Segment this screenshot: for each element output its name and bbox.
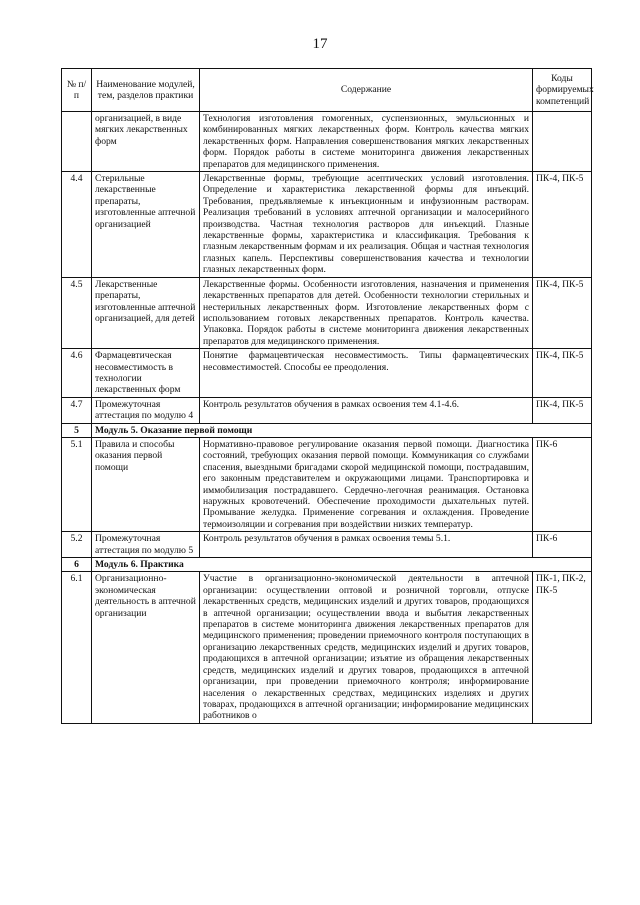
row-content: Лекарственные формы. Особенности изготовления, назначения и применения лекарственных препаратов для детей. Особенности технологии стерильных и нестерильных лекарственных форм. Изготовление лекарственных форм с использованием готовых лекарственных препаратов. Контроль качества. Упаковка. Порядок работы в системе мониторинга движения лекарственных препаратов для медицинского применения. [200,277,533,348]
row-codes: ПК-1, ПК-2, ПК-5 [533,572,592,723]
module-row [62,558,592,572]
row-name: Лекарственные препараты, изготовленные аптечной организацией, для детей [92,277,200,348]
row-num: 4.7 [62,397,92,423]
row-num: 4.6 [62,349,92,398]
page-number: 17 [312,36,328,52]
row-name: Правила и способы оказания первой помощи [92,437,200,531]
module-num: 6 [62,558,92,572]
row-content: Контроль результатов обучения в рамках освоения темы 5.1. [200,532,533,558]
table-row [62,349,592,398]
module-row [62,423,592,437]
header-codes: Коды формируемых компетенций [533,69,592,112]
row-codes [533,112,592,172]
row-content: Контроль результатов обучения в рамках освоения тем 4.1-4.6. [200,397,533,423]
row-content: Лекарственные формы, требующие асептических условий изготовления. Определение и характеристика лекарственной формы для инъекций. Требования, предъявляемые к инъекционным и инфузионным растворам. Реализация требований в условиях аптечной организации и малосерийного производства. Частная технология растворов для инъекций. Глазные лекарственные формы, характеристика и классификация. Требования к глазным лекарственным формам и их реализация. Общая и частная технология глазных капель. Перспективы совершенствования качества и технологии глазных лекарственных форм. [200,172,533,278]
table-row [62,277,592,348]
row-name: Фармацевтическая несовместимость в технологии лекарственных форм [92,349,200,398]
row-content: Понятие фармацевтическая несовместимость. Типы фармацевтических несовместимостей. Способы ее преодоления. [200,349,533,398]
table-header-row [62,69,592,112]
row-num: 6.1 [62,572,92,723]
row-num [62,112,92,172]
table-body [62,112,592,724]
row-num: 5.1 [62,437,92,531]
row-name: организацией, в виде мягких лекарственных форм [92,112,200,172]
row-name: Промежуточная аттестация по модулю 5 [92,532,200,558]
row-content: Технология изготовления гомогенных, суспензионных, эмульсионных и комбинированных мягких лекарственных форм. Контроль качества мягких лекарственных форм. Направления совершенствования мягких лекарственных форм. Порядок работы в системе мониторинга движения лекарственных препаратов для медицинского применения. [200,112,533,172]
row-content: Нормативно-правовое регулирование оказания первой помощи. Диагностика состояний, требующих оказания первой помощи. Коммуникация со службами спасения, выездными бригадами скорой медицинской помощи, пострадавшим, его законным представителем и окружающими лицами. Транспортировка и иммобилизация пострадавшего. Сердечно-легочная реанимация. Остановка наружных кровотечений. Обеспечение проходимости дыхательных путей. Промывание желудка. Применение согревания и охлаждения. Проведение термоизоляции и согревания при воздействии низких температур. [200,437,533,531]
row-codes: ПК-4, ПК-5 [533,277,592,348]
header-num: № п/п [62,69,92,112]
row-codes: ПК-6 [533,437,592,531]
table-row [62,437,592,531]
row-name: Промежуточная аттестация по модулю 4 [92,397,200,423]
module-title: Модуль 6. Практика [92,558,592,572]
row-num: 4.5 [62,277,92,348]
table-row [62,572,592,723]
module-num: 5 [62,423,92,437]
row-name: Стерильные лекарственные препараты, изготовленные аптечной организацией [92,172,200,278]
row-name: Организационно-экономическая деятельность в аптечной организации [92,572,200,723]
row-codes: ПК-6 [533,532,592,558]
module-title: Модуль 5. Оказание первой помощи [92,423,592,437]
table-row [62,532,592,558]
table-row [62,397,592,423]
curriculum-table [61,68,592,724]
table-row [62,112,592,172]
header-name: Наименование модулей, тем, разделов практики [92,69,200,112]
row-num: 4.4 [62,172,92,278]
table-row [62,172,592,278]
row-codes: ПК-4, ПК-5 [533,397,592,423]
row-codes: ПК-4, ПК-5 [533,349,592,398]
header-content: Содержание [200,69,533,112]
row-num: 5.2 [62,532,92,558]
row-codes: ПК-4, ПК-5 [533,172,592,278]
row-content: Участие в организационно-экономической деятельности в аптечной организации: осуществлении оптовой и розничной торговли, отпуске лекарственных средств, медицинских изделий и других товаров, продающихся в аптечной организации; осуществлении ввода и выбытия лекарственных препаратов в системе мониторинга движения лекарственных препаратов для медицинского применения; проведении приемочного контроля поступающих в организацию лекарственных средств, медицинских изделий и других товаров, продающихся в аптечной организации; изъятие из обращения лекарственных средств, медицинских изделий и других товаров, продающихся в аптечной организации, при проведении приемочного контроля; информирование населения о лекарственных средствах, медицинских изделиях и других товарах, продающихся в аптечной организации; информирование медицинских работников о [200,572,533,723]
